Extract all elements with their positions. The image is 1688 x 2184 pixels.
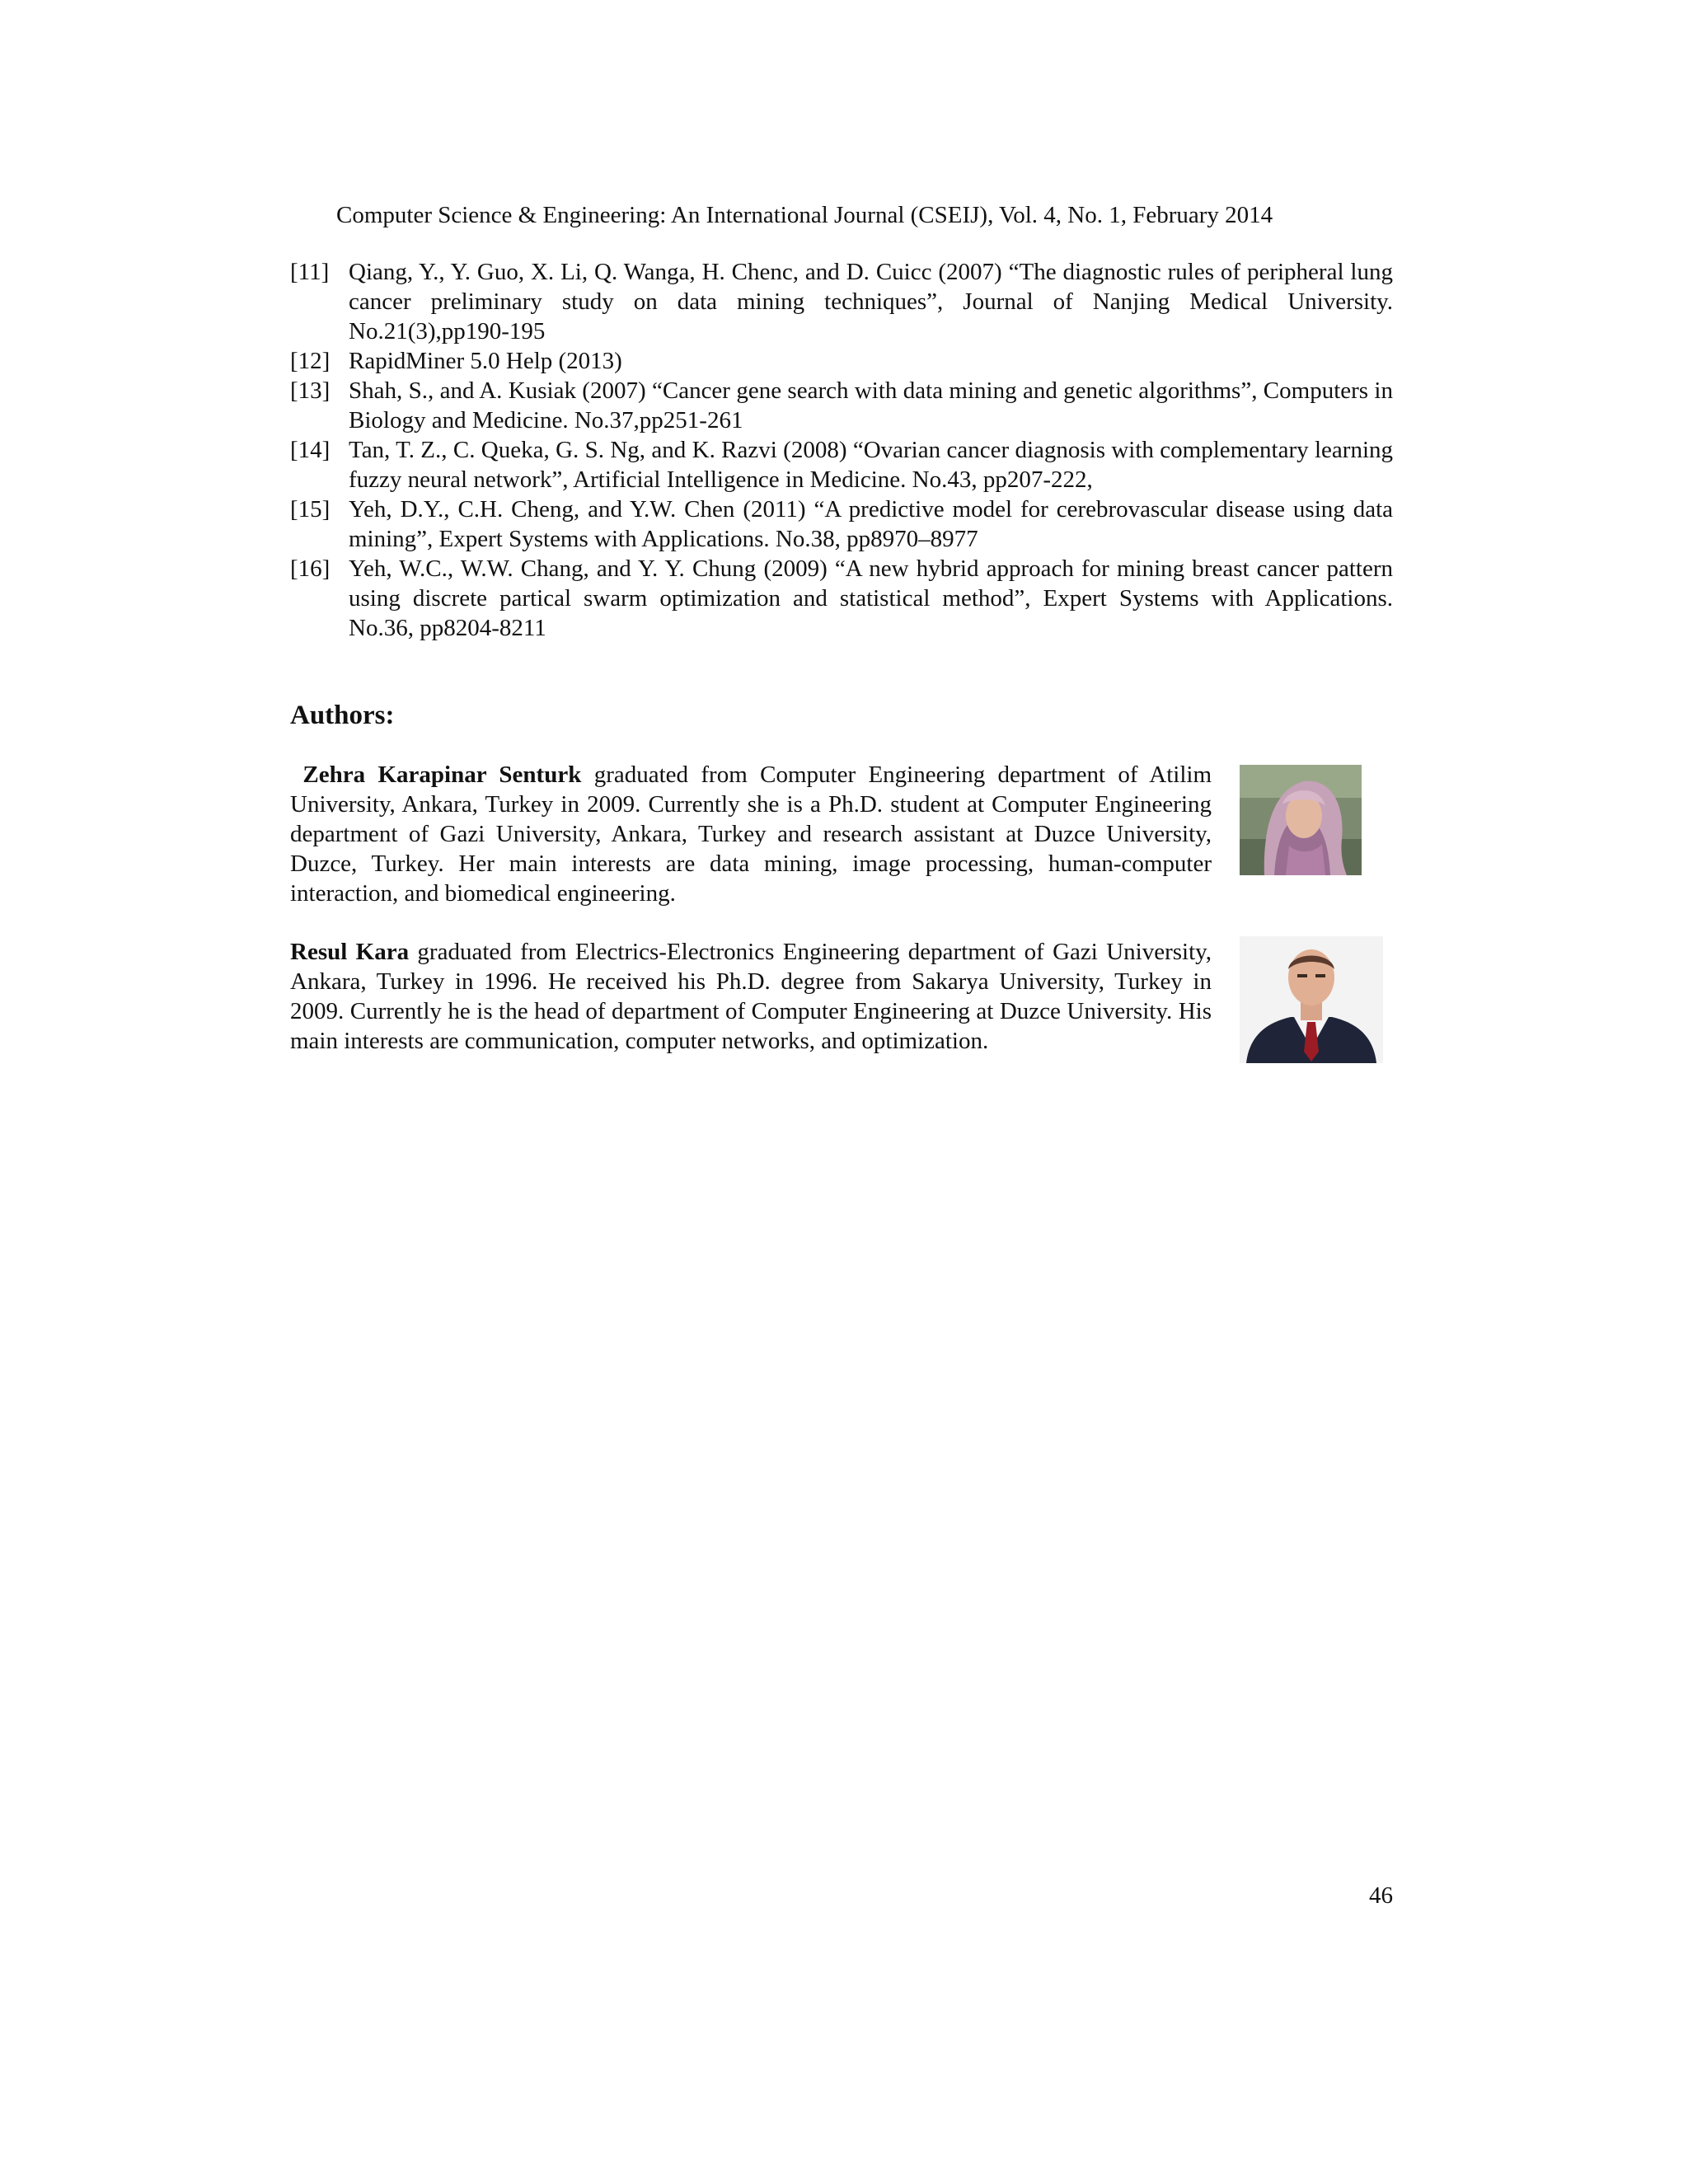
author-name: Resul Kara bbox=[290, 939, 410, 965]
reference-item bbox=[290, 554, 1393, 643]
author-photo bbox=[1240, 936, 1383, 1063]
reference-item bbox=[290, 376, 1393, 435]
reference-text: Yeh, D.Y., C.H. Cheng, and Y.W. Chen (2011) “A predictive model for cerebrovascular disease using data mining”, Expert Systems with Applications. No.38, pp8970–8977 bbox=[349, 496, 1393, 552]
running-header: Computer Science & Engineering: An International Journal (CSEIJ), Vol. 4, No. 1, February 2014 bbox=[336, 202, 1273, 228]
reference-item bbox=[290, 257, 1393, 346]
reference-number: [16] bbox=[290, 555, 331, 582]
author-name: Zehra Karapinar Senturk bbox=[302, 762, 582, 788]
reference-text: RapidMiner 5.0 Help (2013) bbox=[349, 348, 622, 374]
author-bio bbox=[290, 760, 1212, 908]
reference-number: [11] bbox=[290, 259, 330, 285]
reference-number: [13] bbox=[290, 377, 331, 404]
author-bio bbox=[290, 937, 1212, 1056]
reference-text: Yeh, W.C., W.W. Chang, and Y. Y. Chung (2009) “A new hybrid approach for mining breast cancer pattern using discrete partical swarm optimization and statistical method”, Expert Systems with Applications. No.36, pp8204-8211 bbox=[349, 555, 1393, 641]
authors-heading: Authors: bbox=[290, 701, 395, 730]
reference-item bbox=[290, 494, 1393, 554]
reference-text: Qiang, Y., Y. Guo, X. Li, Q. Wanga, H. Chenc, and D. Cuicc (2007) “The diagnostic rules of peripheral lung cancer preliminary study on data mining techniques”, Journal of Nanjing Medical University. No.21(3),pp190-195 bbox=[349, 259, 1393, 344]
author-photo bbox=[1240, 765, 1362, 875]
reference-number: [14] bbox=[290, 437, 331, 463]
reference-number: [12] bbox=[290, 348, 331, 374]
reference-text: Shah, S., and A. Kusiak (2007) “Cancer gene search with data mining and genetic algorithms”, Computers in Biology and Medicine. No.37,pp251-261 bbox=[349, 377, 1393, 434]
reference-item bbox=[290, 346, 1393, 376]
reference-text: Tan, T. Z., C. Queka, G. S. Ng, and K. Razvi (2008) “Ovarian cancer diagnosis with complementary learning fuzzy neural network”, Artificial Intelligence in Medicine. No.43, pp207-222, bbox=[349, 437, 1393, 493]
page-number: 46 bbox=[1369, 1882, 1393, 1909]
reference-item bbox=[290, 435, 1393, 494]
reference-number: [15] bbox=[290, 496, 331, 523]
author-bio-text: graduated from Electrics-Electronics Engineering department of Gazi University, Ankara, Turkey in 1996. He received his Ph.D. degree from Sakarya University, Turkey in 2009. Currently he is the head of department of Computer Engineering at Duzce University. His main interests are communication, computer networks, and optimization. bbox=[290, 939, 1212, 1054]
reference-list bbox=[290, 257, 1393, 643]
author-bio-text: graduated from Computer Engineering department of Atilim University, Ankara, Turkey in 2009. Currently she is a Ph.D. student at Computer Engineering department of Gazi University, Ankara, Turkey and research assistant at Duzce University, Duzce, Turkey. Her main interests are data mining, image processing, human-computer interaction, and biomedical engineering. bbox=[290, 762, 1212, 907]
